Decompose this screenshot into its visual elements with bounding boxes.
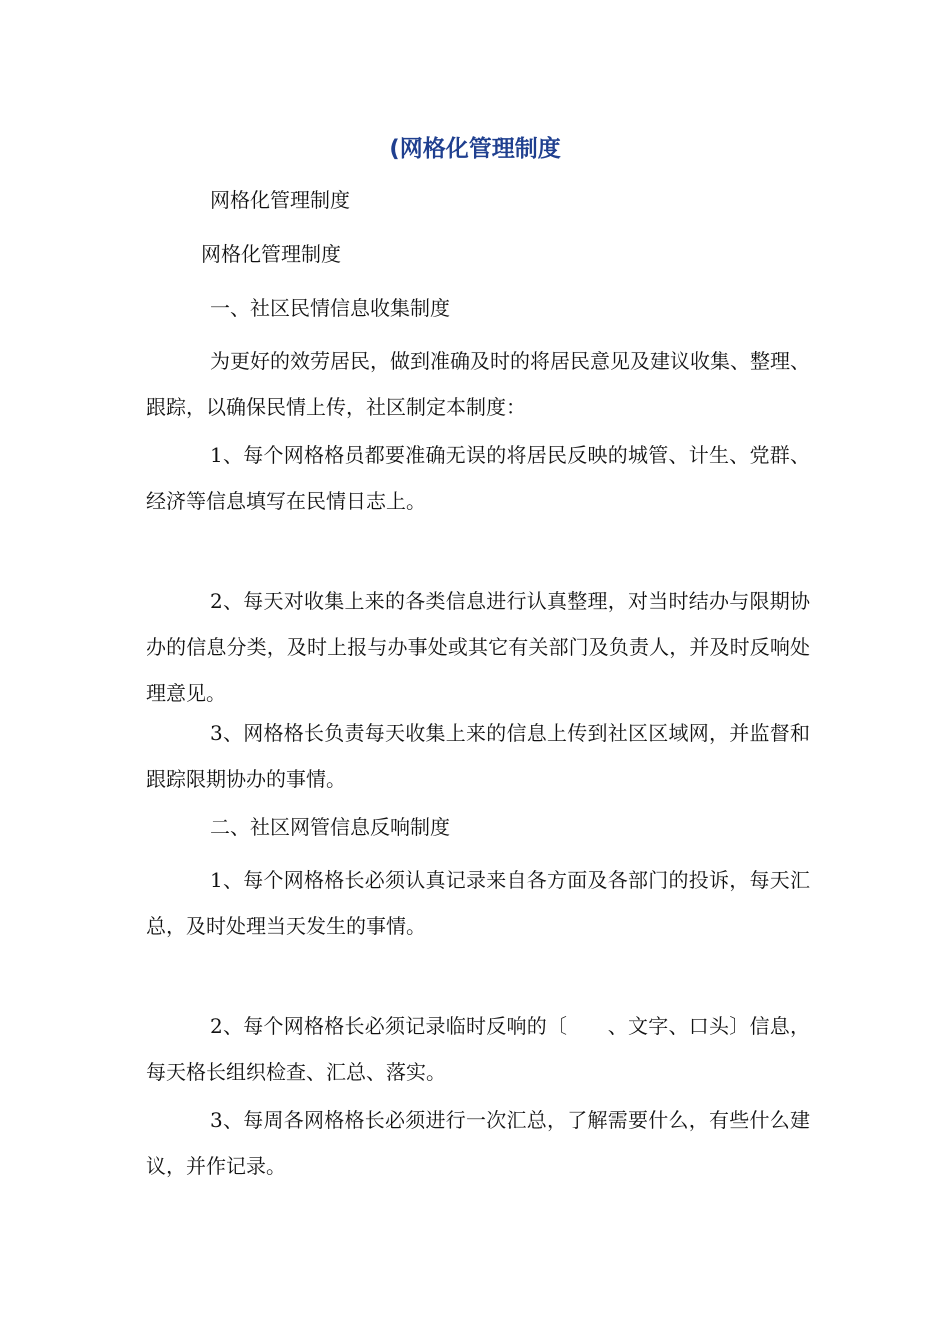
section-1-item-3: 3、网格格长负责每天收集上来的信息上传到社区区域网，并监督和跟踪限期协办的事情。 <box>146 721 810 791</box>
section-1-intro: 为更好的效劳居民，做到准确及时的将居民意见及建议收集、整理、跟踪，以确保民情上传，社区制定本制度： <box>146 349 810 419</box>
section-2-item-3: 3、每周各网格格长必须进行一次汇总，了解需要什么，有些什么建议，并作记录。 <box>146 1108 810 1178</box>
section-2-item-1: 1、每个网格格长必须认真记录来自各方面及各部门的投诉，每天汇总，及时处理当天发生的事情。 <box>146 868 810 938</box>
section-2-heading: 二、社区网管信息反响制度 <box>210 815 450 839</box>
subtitle-line-1: 网格化管理制度 <box>210 188 350 212</box>
section-2-item-2: 2、每个网格格长必须记录临时反响的〔 、文字、口头〕信息，每天格长组织检查、汇总、落实。 <box>146 1014 810 1084</box>
section-1-heading: 一、社区民情信息收集制度 <box>210 296 450 320</box>
section-1-item-2: 2、每天对收集上来的各类信息进行认真整理，对当时结办与限期协办的信息分类，及时上报与办事处或其它有关部门及负责人，并及时反响处理意见。 <box>146 589 810 705</box>
subtitle-line-2: 网格化管理制度 <box>201 242 341 266</box>
section-1-item-1: 1、每个网格格员都要准确无误的将居民反映的城管、计生、党群、经济等信息填写在民情日志上。 <box>146 443 810 513</box>
document-title: (网格化管理制度 <box>389 136 561 162</box>
